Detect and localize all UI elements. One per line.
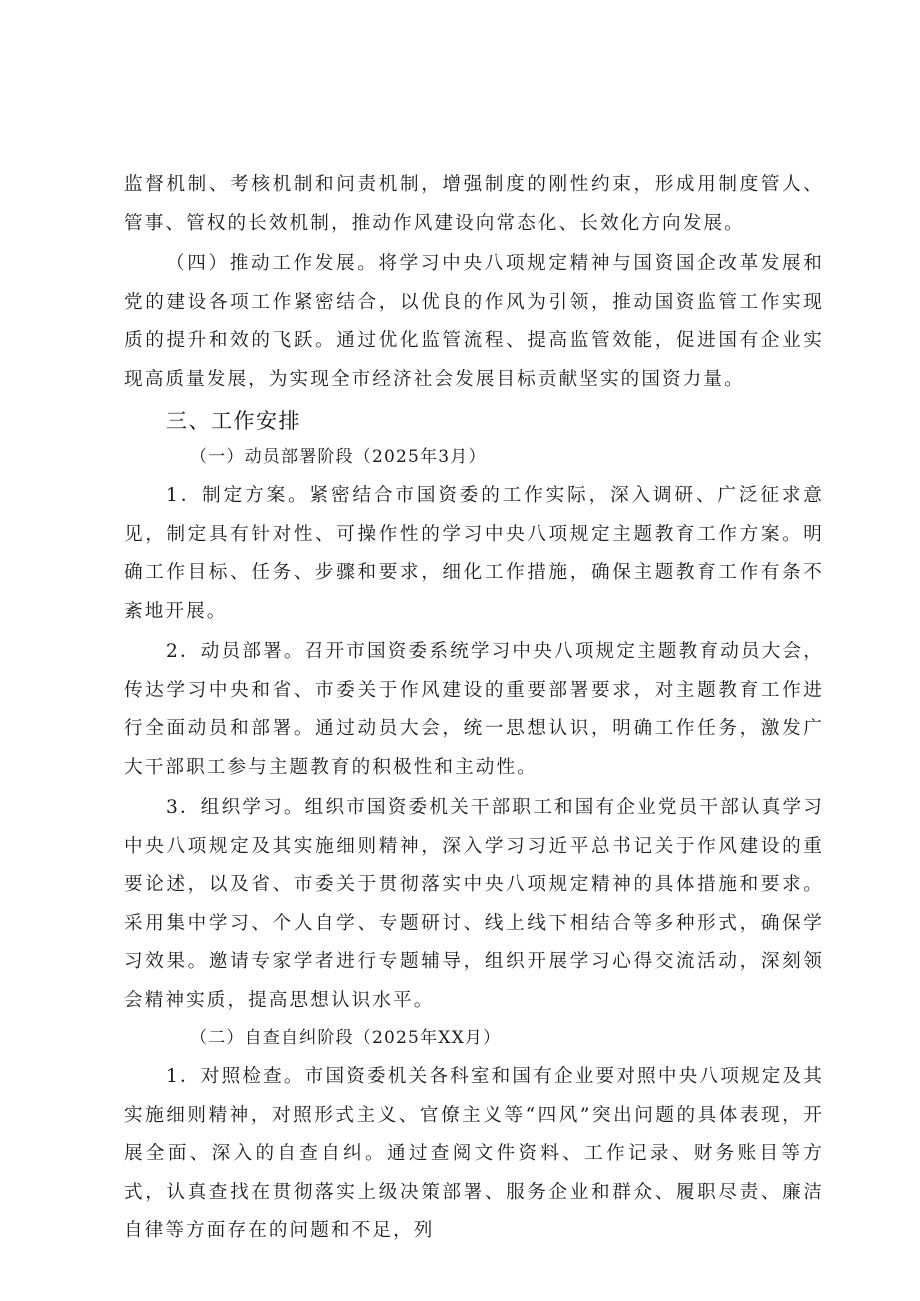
document-page [124,166,824,1251]
paragraph-continuation: 监督机制、考核机制和问责机制，增强制度的刚性约束，形成用制度管人、管事、管权的长效机制，推动作风建设向常态化、长效化方向发展。 [124,174,824,234]
subheading-mobilization-stage: （一）动员部署阶段（2025年3月） [190,447,487,467]
subheading-self-inspection-stage: （二）自查自纠阶段（2025年XX月） [190,1028,502,1048]
paragraph-mobilization: 2．动员部署。召开市国资委系统学习中央八项规定主题教育动员大会，传达学习中央和省、市委关于作风建设的重要部署要求，对主题教育工作进行全面动员和部署。通过动员大会，统一思想认识，明确工作任务，激发广大干部职工参与主题教育的积极性和主动性。 [124,641,824,778]
section-heading-work-arrangement: 三、工作安排 [166,409,301,433]
paragraph-organize-study: 3．组织学习。组织市国资委机关干部职工和国有企业党员干部认真学习中央八项规定及其实施细则精神，深入学习习近平总书记关于作风建设的重要论述，以及省、市委关于贯彻落实中央八项规定精神的具体措施和要求。采用集中学习、个人自学、专题研讨、线上线下相结合等多种形式，确保学习效果。邀请专家学者进行专题辅导，组织开展学习心得交流活动，深刻领会精神实质，提高思想认识水平。 [124,797,824,1011]
paragraph-formulate-plan: 1．制定方案。紧密结合市国资委的工作实际，深入调研、广泛征求意见，制定具有针对性、可操作性的学习中央八项规定主题教育工作方案。明确工作目标、任务、步骤和要求，细化工作措施，确保主题教育工作有条不紊地开展。 [124,485,824,622]
paragraph-check-against: 1．对照检查。市国资委机关各科室和国有企业要对照中央八项规定及其实施细则精神，对照形式主义、官僚主义等“四风”突出问题的具体表现，开展全面、深入的自查自纠。通过查阅文件资料、工作记录、财务账目等方式，认真查找在贯彻落实上级决策部署、服务企业和群众、履职尽责、廉洁自律等方面存在的问题和不足，列 [124,1066,824,1241]
paragraph-promote-work: （四）推动工作发展。将学习中央八项规定精神与国资国企改革发展和党的建设各项工作紧密结合，以优良的作风为引领，推动国资监管工作实现质的提升和效的飞跃。通过优化监管流程、提高监管效能，促进国有企业实现高质量发展，为实现全市经济社会发展目标贡献坚实的国资力量。 [124,253,824,390]
